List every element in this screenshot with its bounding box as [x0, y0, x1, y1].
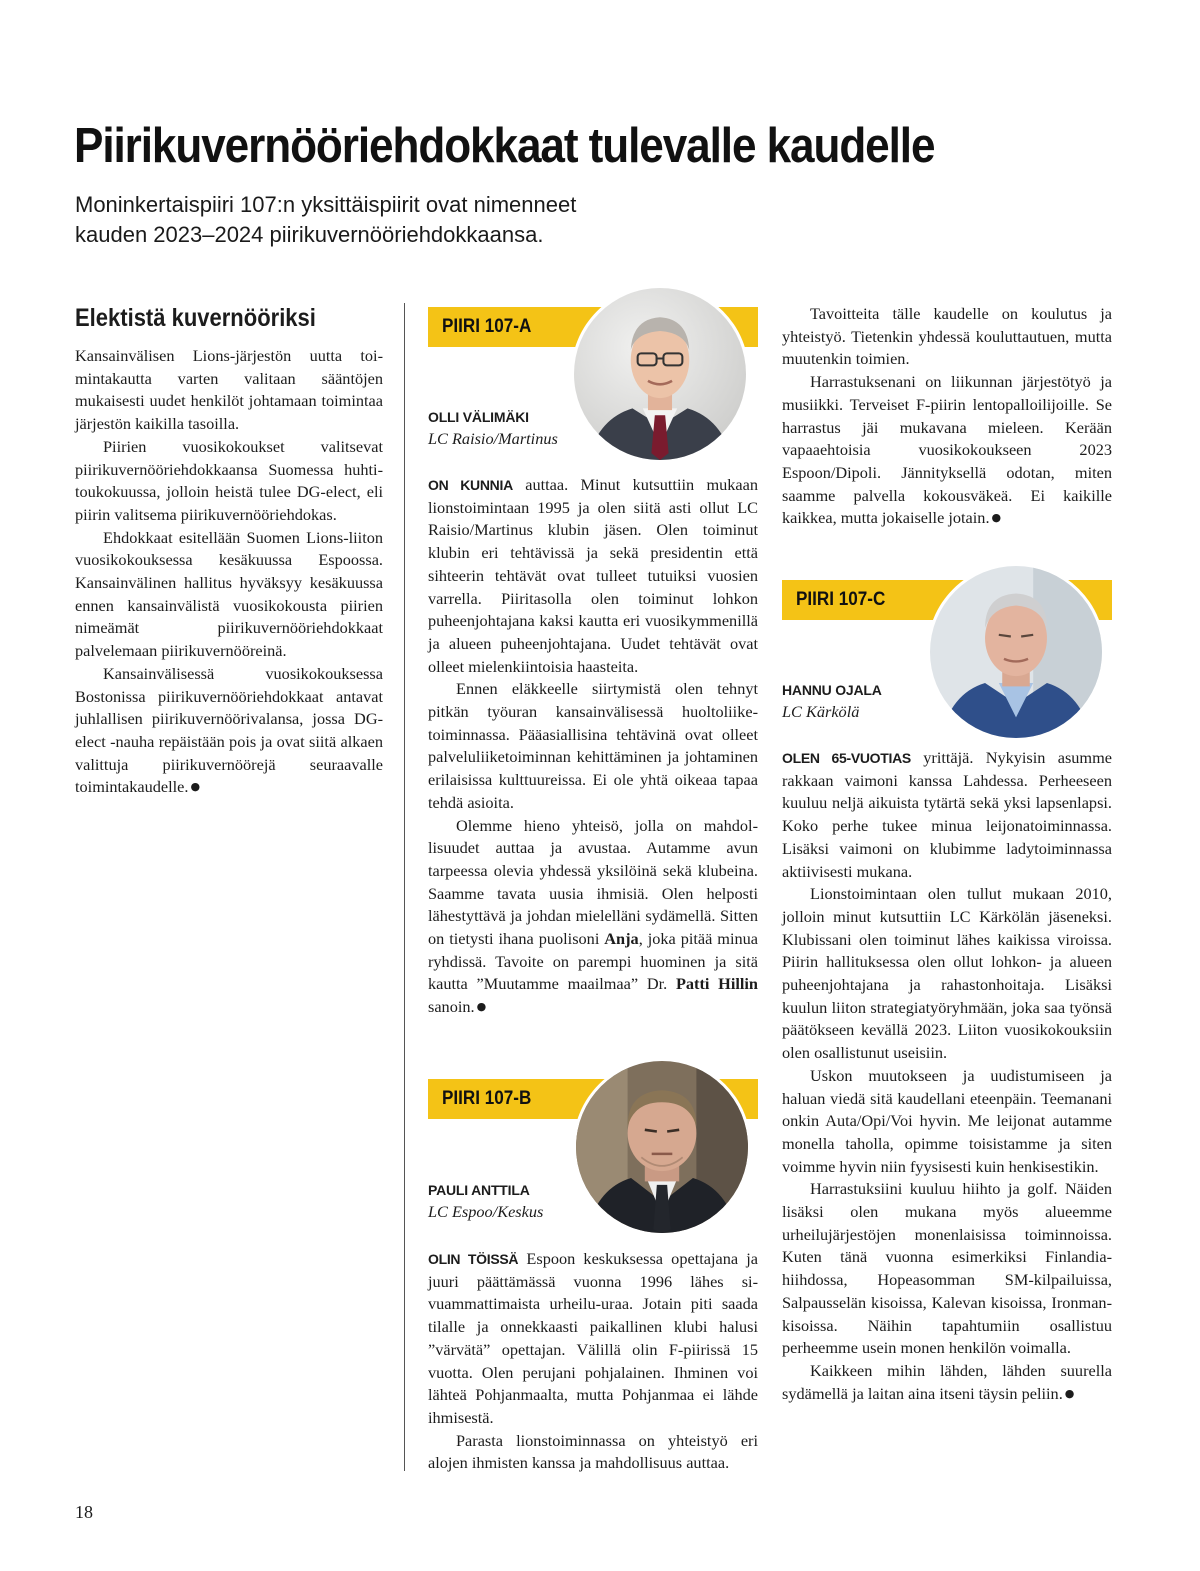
column-divider — [404, 303, 405, 1471]
end-mark-icon: ● — [991, 511, 1002, 525]
candidate-paragraph — [428, 815, 758, 1019]
district-label: PIIRI 107-C — [796, 589, 886, 610]
paragraph-text: , joka pitää minua ryhdissä. Tavoite on parempi huominen ja sitä kautta ”Muutamme maailmaa” Dr. — [428, 929, 758, 994]
sidebar-paragraph: Ehdokkaat esitellään Suomen Lions-liiton vuosikokouksessa kesäkuussa Espoossa. Kansainvälinen hallitus hyväksyy kesäkuussa ennen kansainvälistä vuosikokousta piirien nimeämät piirikuvernööriehdokkaat palvelemaan piirikuvernööreinä. — [75, 527, 383, 661]
sidebar-paragraph — [75, 663, 383, 799]
sidebar-paragraph-text: Kansainvälisessä vuosikokouksessa Bostonissa piirikuvernööriehdokkaat antavat juhlallisen piirikuvernöörivalansa, jossa DG-elect -nauha repäistään pois ja ovat siitä alkaen valittuja piirikuvernöörejä seuraavalle toimintakaudelle. — [75, 663, 383, 797]
person-name: Patti Hillin — [675, 974, 758, 994]
candidate-a-text — [428, 474, 758, 1019]
paragraph-text: Kaikkeen mihin lähden, lähden suurella sydämellä ja laitan aina itseni täysin peliin. — [782, 1360, 1112, 1403]
candidate-paragraph: Parasta lionstoiminnassa on yhteistyö eri alojen ihmisten kanssa ja mahdollisuus auttaa. — [428, 1430, 758, 1473]
candidate-c-text — [782, 747, 1112, 1405]
page-number: 18 — [75, 1502, 93, 1522]
person-name: Anja — [604, 929, 639, 949]
candidate-name: OLLI VÄLIMÄKI — [428, 409, 529, 425]
article-headline: Piirikuvernööriehdokkaat tulevalle kaudelle — [74, 119, 935, 173]
subheading-line-2: kauden 2023–2024 piirikuvernööriehdokkaansa. — [75, 222, 544, 247]
candidate-paragraph — [428, 474, 758, 678]
candidate-paragraph — [782, 747, 1112, 883]
end-mark-icon: ● — [1064, 1386, 1075, 1400]
candidate-club: LC Raisio/Martinus — [428, 429, 558, 448]
candidate-club: LC Kärkölä — [782, 702, 860, 721]
candidate-paragraph: Lionstoimintaan olen tullut mukaan 2010, jolloin minut kutsuttiin LC Kärkölän jäseneksi. Klubissani olen toiminut lähes kaikissa viroissa. Piirin hallituksessa olen ollut lohkon- ja alueen puheenjohtajana ja rahastonhoitaja. Lisäksi kuulun liiton strategiatyöryhmään, joka saa työnsä päätökseen kevällä 2023. Liiton vuosikokouksiin olen osallistunut useisiin. — [782, 884, 1112, 1063]
district-label: PIIRI 107-B — [442, 1088, 532, 1109]
paragraph-text: Olemme hieno yhteisö, jolla on mahdollisuudet auttaa ja avustaa. Autamme avun tarpeessa olevia yhdessä yksilöinä sekä klubeina. Saamme tavata uusia ihmisiä. Olen helposti lähestyttävä ja johdan mielelläni sydämellä. Sitten on tietysti ihana puolisoni — [428, 815, 758, 949]
end-mark-icon: ● — [476, 1000, 487, 1014]
candidate-photo-hannu — [930, 566, 1102, 738]
district-label: PIIRI 107-A — [442, 316, 532, 337]
candidate-paragraph — [428, 1248, 758, 1430]
candidate-a-text-continued — [782, 303, 1112, 530]
lead-in: ON KUNNIA — [428, 477, 513, 493]
article-subheading — [75, 190, 576, 250]
sidebar-paragraph: Piirien vuosikokoukset valitsevat piirikuvernööriehdokkaansa Suomessa huhti-toukokuussa, jolloin heistä tulee DG-elect, eli piirin valitsema piirikuvernööriehdokas. — [75, 436, 383, 524]
candidate-paragraph — [782, 371, 1112, 530]
paragraph-text: auttaa. Minut kutsuttiin mukaan lionstoimintaan 1995 ja olen siitä asti ollut LC Raisio/Martinus klubin jäsen. Olen toiminut klubin eri tehtävissä ja sekä presidentin että sihteerin tehtävät ovat tulleet tutuiksi vuosien varrella. Piiritasolla olen toiminut lohkon puheenjohtajana kaksi kautta eri vuosikymmenillä ja alueen puheenjohtajana. Uudet tehtävät ovat olleet mielenkiintoisia haasteita. — [428, 475, 758, 676]
subheading-line-1: Moninkertaispiiri 107:n yksittäispiirit ovat nimenneet — [75, 192, 577, 217]
sidebar-text — [75, 345, 383, 799]
paragraph-text: sanoin. — [428, 997, 475, 1017]
candidate-photo-pauli — [576, 1061, 748, 1233]
candidate-paragraph — [782, 1360, 1112, 1405]
candidate-paragraph: Ennen eläkkeelle siirtymistä olen tehnyt pitkän työuran kansainvälisessä huoltoliiketoiminnassa. Pääasiallisina tehtävinä ovat olleet palveluliiketoiminnan kehittäminen ja johtaminen erilaisissa kulttuureissa. Ei ole yhtä oikeaa tapaa tehdä asioita. — [428, 679, 758, 812]
lead-in: OLEN 65-VUOTIAS — [782, 750, 911, 766]
paragraph-text: Harrastuksenani on liikunnan järjestötyö ja musiikki. Terveiset F-piirin lentopalloilijoille. Se harrastus jäi mukavana mieleen. Kerään vapaaehtoisia vuosikokoukseen 2023 Espoon/Dipoli. Jännityksellä odotan, miten saamme palvella kokousväkeä. Ei kaikille kaikkea, mutta jokaiselle jotain. — [782, 372, 1112, 528]
paragraph-text: yrittäjä. Nykyisin asumme rakkaan vaimoni kanssa Lahdessa. Perheeseen kuuluu neljä aikuista tytärtä sekä yksi lapsenlapsi. Koko perhe tukee minua leijonatoiminnassa. Lisäksi vaimoni on klubimme ladytoiminnassa aktiivisesti mukana. — [782, 748, 1112, 881]
candidate-paragraph: Tavoitteita tälle kaudelle on koulutus ja yhteistyö. Tietenkin yhdessä kouluttautuen, mutta muutenkin toimien. — [782, 304, 1112, 369]
end-mark-icon: ● — [190, 780, 201, 794]
sidebar-title: Elektistä kuvernööriksi — [75, 304, 316, 332]
candidate-b-text — [428, 1248, 758, 1475]
candidate-name: HANNU OJALA — [782, 682, 882, 698]
paragraph-text: Espoon keskuksessa opettajana ja juuri päättämässä vuonna 1996 lähes sivuammattimaista urheilu-uraa. Jotain piti saada tilalle ja onnekkaasti paikallinen klubi halusi ”värvätä” opettajan. Välillä olin F-piirissä 15 vuotta. Olen perujani pohjalainen. Ihminen voi lähteä Pohjanmaalta, mutta Pohjanmaa ei lähde ihmisestä. — [428, 1249, 758, 1427]
lead-in: OLIN TÖISSÄ — [428, 1251, 519, 1267]
candidate-paragraph: Harrastuksiini kuuluu hiihto ja golf. Näiden lisäksi olen mukana myös alueemme urheilujärjestöjen monenlaisissa toiminnoissa. Kuten tänä vuonna esimerkiksi Finlandia-hiihdossa, Hopeasomman SM-kilpailuissa, Salpausselän kisoissa, Kalevan kisoissa, Ironman-kisoissa. Näihin tapahtumiin osallistuu perheemme usein monen henkilön voimalla. — [782, 1179, 1112, 1358]
candidate-photo-olli — [574, 288, 746, 460]
candidate-paragraph: Uskon muutokseen ja uudistumiseen ja haluan viedä sitä kaudellani eteenpäin. Teemanani onkin Auta/Opi/Voi hyvin. Me leijonat autamme monella taholla, opimme toisistamme ja siten voimme hyvin niin fyysisesti kuin henkisestikin. — [782, 1065, 1112, 1176]
candidate-club: LC Espoo/Keskus — [428, 1202, 544, 1221]
candidate-name: PAULI ANTTILA — [428, 1182, 530, 1198]
sidebar-paragraph: Kansainvälisen Lions-järjestön uutta toimintakautta varten valitaan sääntöjen mukaisesti uudet henkilöt johtamaan toimintaa järjestön kaikilla tasoilla. — [75, 346, 383, 434]
